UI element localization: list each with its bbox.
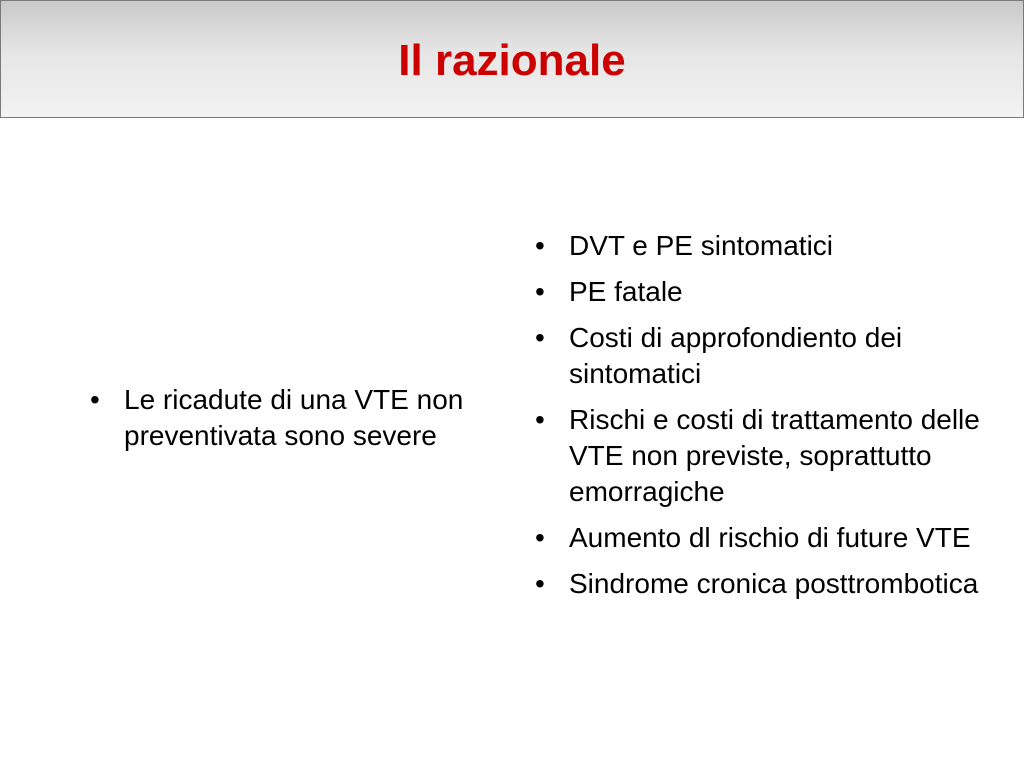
right-bullet-item: • Rischi e costi di trattamento delle VTE non previste, soprattutto emorragiche — [531, 402, 1001, 510]
left-bullet-list — [86, 382, 486, 454]
right-bullet-item: • DVT e PE sintomatici — [531, 228, 1001, 264]
right-bullet-item: • Costi di approfondiento dei sintomatici — [531, 320, 1001, 392]
right-bullet-item: • PE fatale — [531, 274, 1001, 310]
right-bullet-item: • Aumento dl rischio di future VTE — [531, 520, 1001, 556]
slide-title: Il razionale — [398, 36, 626, 85]
left-bullet-item: • Le ricadute di una VTE non preventivata sono severe — [86, 382, 486, 454]
right-bullet-item: • Sindrome cronica posttrombotica — [531, 566, 1001, 602]
title-bar — [0, 0, 1024, 118]
right-bullet-list — [531, 228, 1001, 612]
